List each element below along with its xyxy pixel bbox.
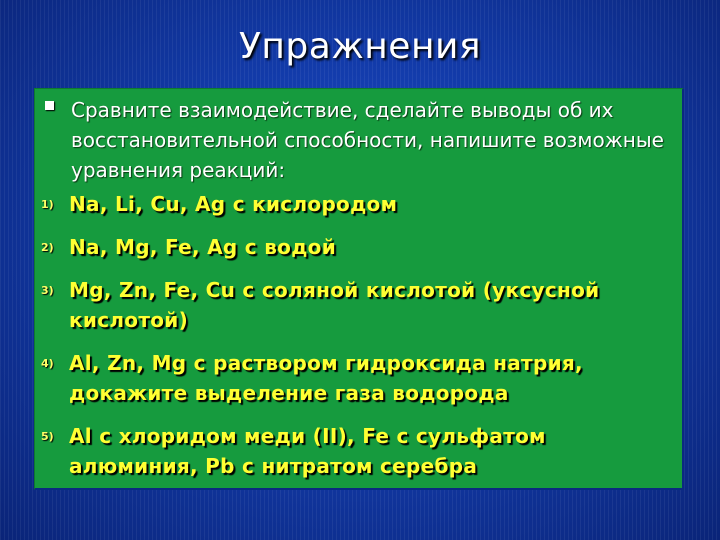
square-bullet-icon — [45, 101, 54, 110]
item-text: Al с хлоридом меди (II), Fe с сульфатом алюминия, Pb с нитратом серебра — [69, 424, 546, 478]
item-number: 1) — [41, 198, 54, 211]
intro-text: Сравните взаимодействие, сделайте выводы об их восстановительной способности, напишите возможные уравнения реакций: — [71, 98, 664, 182]
item-text: Mg, Zn, Fe, Cu с соляной кислотой (уксусной кислотой) — [69, 278, 600, 332]
item-number: 2) — [41, 241, 54, 254]
item-number: 4) — [41, 357, 54, 370]
item-text: Al, Zn, Mg с раствором гидроксида натрия, докажите выделение газа водорода — [69, 351, 583, 405]
item-number: 3) — [41, 284, 54, 297]
item-number: 5) — [41, 430, 54, 443]
exercise-item-4 — [41, 348, 675, 408]
exercise-item-1 — [41, 189, 675, 219]
exercise-item-3 — [41, 275, 675, 335]
exercise-list — [41, 189, 675, 494]
exercise-item-5 — [41, 421, 675, 481]
item-text: Na, Mg, Fe, Ag с водой — [69, 235, 337, 259]
content-panel — [34, 88, 684, 490]
intro-paragraph — [45, 95, 675, 185]
exercise-item-2 — [41, 232, 675, 262]
slide-title: Упражнения — [238, 26, 482, 67]
item-text: Na, Li, Cu, Ag с кислородом — [69, 192, 398, 216]
